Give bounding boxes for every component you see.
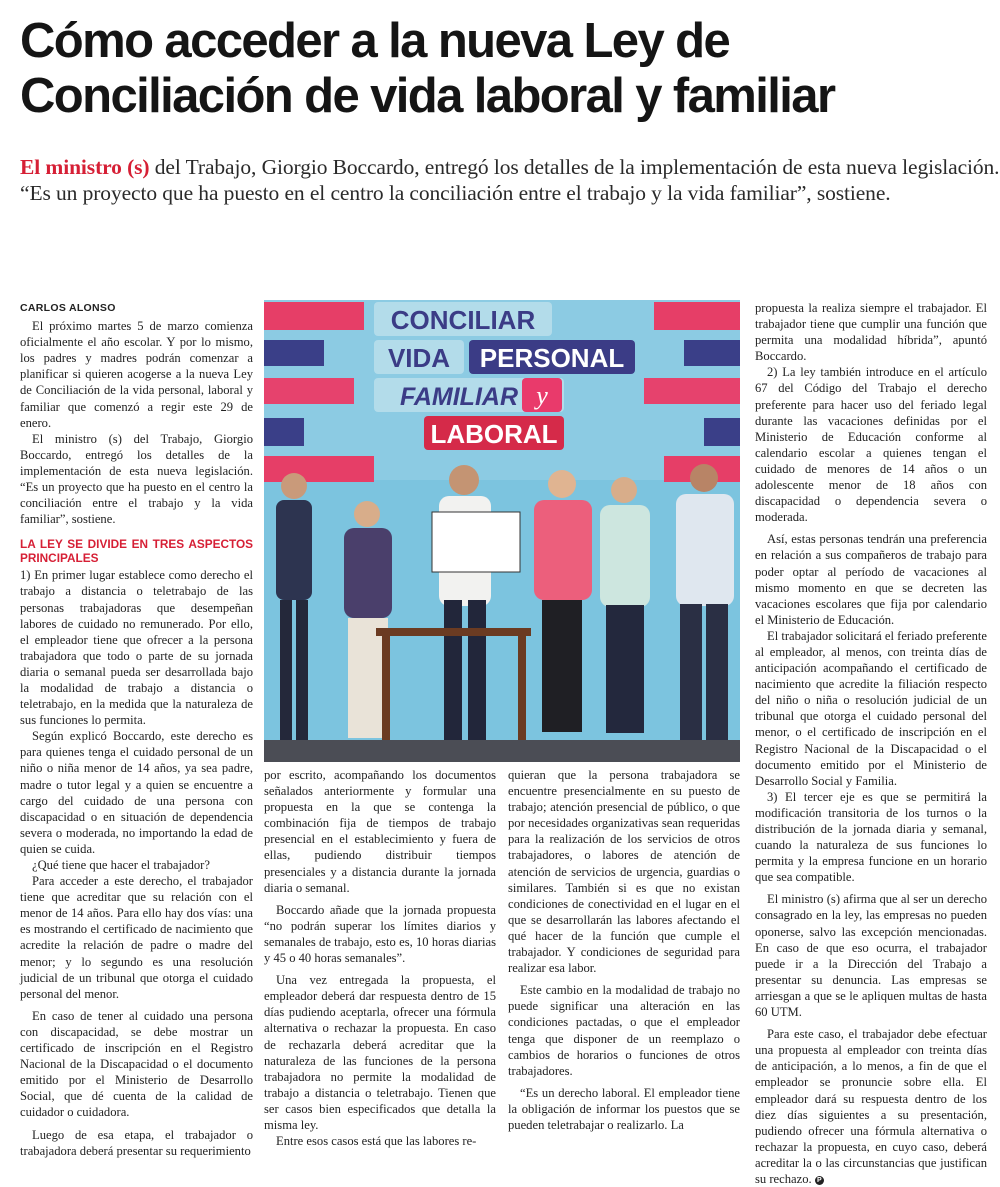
paragraph: 1) En primer lugar establece como derecho el trabajo a distancia o teletrabajo de las personas trabajadoras que desempeñan labores de cuidado no remunerado. Por ello, el empleador tiene que ofrecer a la persona trabajadora que todo o parte de su jornada diaria o semanal pueda ser desarrollada bajo la modalidad de trabajo a distancia o teletrabajo, en la medida que la naturaleza de sus funciones lo permita.	[20, 568, 253, 728]
article-column-2	[264, 767, 496, 1149]
paragraph: 3) El tercer eje es que se permitirá la modificación transitoria de los turnos o la distribución de la jornada diaria y semanal, cuando la naturaleza de sus funciones lo permita y la empresa funcione en un horario que sea compatible.	[755, 789, 987, 885]
paragraph: El ministro (s) afirma que al ser un derecho consagrado en la ley, las empresas no pueden oponerse, salvo las excepción mencionadas. En caso de que eso ocurra, el trabajador puede ir a la Dirección del Trabajo a presentar su denuncia. Las empresas se arriesgan a que se le apliquen multas de hasta 60 UTM.	[755, 892, 987, 1020]
article-column-1	[20, 300, 253, 1159]
article-column-3	[508, 767, 740, 1133]
paragraph: El próximo martes 5 de marzo comienza oficialmente el año escolar. Y por lo mismo, los padres y madres podrán comenzar a planificar si quieren acogerse a la nueva Ley de Conciliación de la vida personal, laboral y familiar que comenzó a regir este 29 de enero.	[20, 319, 253, 430]
paragraph: Este cambio en la modalidad de trabajo no puede significar una alteración en las condiciones pactadas, o que el empleador tenga que disponer de un reemplazo o cambios de horarios o funciones de otros trabajadores.	[508, 983, 740, 1078]
banner-text-5: y	[536, 381, 548, 410]
lead-highlight: El ministro (s)	[20, 155, 150, 179]
byline: CARLOS ALONSO	[20, 302, 116, 314]
paragraph: propuesta la realiza siempre el trabajador. El trabajador tiene que cumplir una función que permita una modalidad híbrida”, apuntó Boccardo.	[755, 301, 987, 364]
paragraph: 2) La ley también introduce en el artículo 67 del Código del Trabajo el derecho preferente para hacer uso del feriado legal durante las vacaciones definidas por el Ministerio de Educación conforme al calendario escolar a quienes tengan el cuidado de menores de 14 años o un adolescente menor de 18 años con discapacidad o dependencia severa o moderada.	[755, 365, 987, 525]
paragraph: En caso de tener al cuidado una persona con discapacidad, se debe mostrar un certificado de inscripción en el Registro Nacional de la Discapacidad o el documento emitido por el Ministerio de Desarrollo Social, que dé cuenta de la calidad de cuidador o cuidadora.	[20, 1008, 253, 1120]
paragraph: Boccardo añade que la jornada propuesta “no podrán superar los límites diarios y semanales de trabajo, esto es, 10 horas diarias y 45 o 40 horas semanales”.	[264, 902, 496, 966]
headline-line-1: Cómo acceder a la nueva Ley de	[20, 14, 730, 68]
headline-line-2: Conciliación de vida laboral y familiar	[20, 69, 835, 123]
headline	[20, 14, 980, 124]
banner-text-4: FAMILIAR	[399, 383, 519, 411]
banner-text-6: LABORAL	[430, 419, 558, 449]
paragraph: quieran que la persona trabajadora se encuentre presencialmente en su puesto de trabajo; atención presencial de público, o que por necesidades organizativas sean requeridas para la realización de los servicios de otros trabajadores, o labores de atención de atención de servicios de urgencia, guardias o similares. También si es que no existan condiciones de conectividad en el lugar en el que se desarrollarán las labores afectando el qué hacer de la función que cumple el trabajador. Y condiciones de seguridad para realizar esa labor.	[508, 768, 740, 976]
last-paragraph-text: Para este caso, el trabajador debe efectuar una propuesta al empleador con treinta días de anticipación, a lo menos, a fin de que el empleador se pronuncie sobre ella. El empleador dará su respuesta dentro de los diez días siguientes a su presentación, pudiendo ofrecer una fórmula alternativa o rechazar la propuesta, en cuyo caso, deberá acreditar la o las circunstancias que justifican su rechazo.	[755, 1027, 987, 1186]
banner-text-2: VIDA	[387, 343, 451, 373]
lead-line-1	[20, 154, 1000, 180]
lead-paragraph	[20, 154, 1000, 206]
paragraph: Para acceder a este derecho, el trabajador tiene que acreditar que su relación con el menor de 14 años. Para ello hay dos vías: una es mostrando el certificado de nacimiento que acredite la relación de padre o madre del menor; y lo segundo es una resolución judicial de un tribunal que otorga el cuidado personal del menor.	[20, 874, 253, 1001]
paragraph: Una vez entregada la propuesta, el empleador deberá dar respuesta dentro de 15 días pudiendo aceptarla, ofrecer una fórmula alternativa o rechazar la propuesta. En caso de rechazarla deberá acreditar que la naturaleza de las funciones de la persona trabajadora no permite la modalidad de trabajo a distancia o teletrabajo. Tienen que ser casos bien especificados que detalla la misma ley.	[264, 973, 496, 1132]
banner-text-1: CONCILIAR	[390, 305, 536, 335]
question-line: ¿Qué tiene que hacer el trabajador?	[32, 858, 210, 872]
paragraph: por escrito, acompañando los documentos señalados anteriormente y formular una propuesta en la que se contenga la combinación fija de tiempos de trabajo presencial en el establecimiento y fuera de ellas, pudiendo distribuir tiempos presenciales y a distancia durante la jornada diaria o semanal.	[264, 768, 496, 895]
paragraph: Según explicó Boccardo, este derecho es para quienes tenga el cuidado personal de un niño o niña menor de 14 años, ya sea padre, madre o tutor legal y a quien se encuentre a cargo del cuidado de una persona con discapacidad o en situación de dependencia severa o moderada, no importando la edad de quien se cuida.	[20, 729, 253, 856]
lead-line-2: “Es un proyecto que ha puesto en el centro la conciliación entre el trabajo y la vida familiar”, sostiene.	[20, 181, 891, 205]
paragraph: Luego de esa etapa, el trabajador o trabajadora deberá presentar su requerimiento	[20, 1127, 253, 1158]
paragraph: El ministro (s) del Trabajo, Giorgio Boccardo, entregó los detalles de la implementación de esta nueva legislación. “Es un proyecto que ha puesto en el centro la conciliación entre el trabajo y la vida familiar”, sostiene.	[20, 431, 253, 527]
article-column-4	[755, 300, 987, 1187]
paragraph: El trabajador solicitará el feriado preferente al empleador, al menos, con treinta días de anticipación acompañando el certificado de nacimiento que acredite la filiación respecto del niño o niña o resolución judicial de un tribunal que otorga el cuidado personal del menor, o el certificado de inscripción en el Registro Nacional de la Discapacidad o el documento emitido por el Ministerio de Desarrollo Social y Familia.	[755, 628, 987, 788]
lead-line-1-text: del Trabajo, Giorgio Boccardo, entregó los detalles de la implementación de esta nueva legislación.	[149, 155, 1000, 179]
last-paragraph	[755, 1026, 987, 1187]
end-mark-icon: P	[815, 1176, 824, 1185]
banner-text-3: PERSONAL	[479, 343, 625, 373]
section-subhead: LA LEY SE DIVIDE EN TRES ASPECTOS PRINCIPALES	[20, 537, 253, 566]
photo-illustration	[264, 300, 740, 762]
news-photo	[264, 300, 740, 762]
paragraph: Así, estas personas tendrán una preferencia en relación a sus compañeros de trabajo para poder optar al período de vacaciones al mismo momento en que se decreten las vacaciones escolares que fija por calendario el Ministerio de Educación.	[755, 532, 987, 627]
paragraph: “Es un derecho laboral. El empleador tiene la obligación de informar los puestos que se pueden teletrabajar o realizarlo. La	[508, 1085, 740, 1132]
paragraph: Entre esos casos está que las labores re-	[276, 1134, 477, 1149]
